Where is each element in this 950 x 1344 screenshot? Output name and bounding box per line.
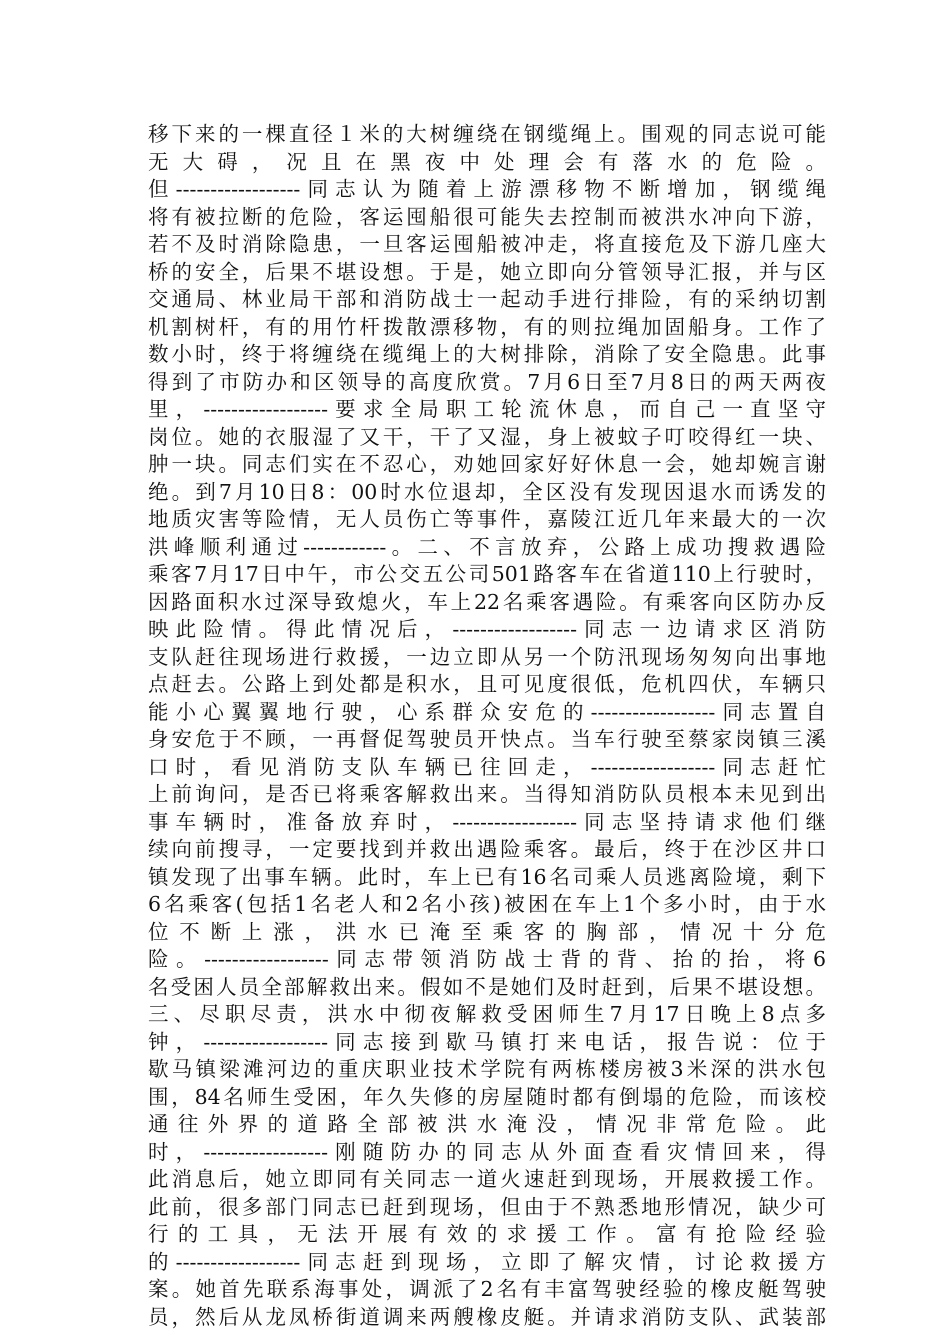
text-line: 名受困人员全部解救出来。假如不是她们及时赶到，后果不堪设想。 bbox=[148, 974, 826, 999]
text-line: 移下来的一棵直径１米的大树缠绕在钢缆绳上。围观的同志说可能 bbox=[148, 122, 826, 146]
text-line: 险。------------------同志带领消防战士背的背、抬的抬，将6 bbox=[148, 947, 826, 971]
text-line: 此前，很多部门同志已赶到现场，但由于不熟悉地形情况，缺少可 bbox=[148, 1194, 826, 1219]
text-line: 通往外界的道路全部被洪水淹没，情况非常危险。此 bbox=[148, 1112, 826, 1136]
text-line: 时，------------------刚随防办的同志从外面查看灾情回来，得 bbox=[148, 1139, 826, 1164]
text-line: 桥的安全，后果不堪设想。于是，她立即向分管领导汇报，并与区 bbox=[148, 259, 826, 284]
text-line: 歇马镇梁滩河边的重庆职业技术学院有两栋楼房被3米深的洪水包 bbox=[148, 1057, 826, 1081]
text-line: 无大碍，况且在黑夜中处理会有落水的危险。 bbox=[148, 149, 826, 174]
text-line: 里，------------------要求全局职工轮流休息，而自己一直坚守 bbox=[148, 397, 826, 421]
text-line: 但------------------同志认为随着上游漂移物不断增加，钢缆绳 bbox=[148, 177, 826, 201]
text-line: 数小时，终于将缠绕在缆绳上的大树排除，消除了安全隐患。此事 bbox=[148, 342, 826, 366]
text-line: 围，84名师生受困，年久失修的房屋随时都有倒塌的危险，而该校 bbox=[148, 1084, 826, 1109]
text-line: 将有被拉断的危险，客运囤船很可能失去控制而被洪水冲向下游， bbox=[148, 204, 826, 229]
text-line: 能小心翼翼地行驶，心系群众安危的------------------同志置自 bbox=[148, 699, 826, 724]
text-line: 若不及时消除隐患，一旦客运囤船被冲走，将直接危及下游几座大 bbox=[148, 232, 826, 256]
text-line: 映此险情。得此情况后，------------------同志一边请求区消防 bbox=[148, 617, 826, 641]
text-line: 位不断上涨，洪水已淹至乘客的胸部，情况十分危 bbox=[148, 919, 826, 944]
text-line: 机割树杆，有的用竹杆拨散漂移物，有的则拉绳加固船身。工作了 bbox=[148, 314, 826, 339]
text-line: 身安危于不顾，一再督促驾驶员开快点。当车行驶至蔡家岗镇三溪 bbox=[148, 727, 826, 751]
text-line: 交通局、林业局干部和消防战士一起动手进行排险，有的采纳切割 bbox=[148, 287, 826, 311]
text-line: 6名乘客(包括1名老人和2名小孩)被困在车上1个多小时，由于水 bbox=[148, 892, 826, 916]
text-line: 绝。到7月10日8：00时水位退却，全区没有发现因退水而诱发的 bbox=[148, 479, 826, 504]
text-line: 肿一块。同志们实在不忍心，劝她回家好好休息一会，她却婉言谢 bbox=[148, 452, 826, 476]
text-line: 镇发现了出事车辆。此时，车上已有16名司乘人员逃离险境，剩下 bbox=[148, 864, 826, 889]
text-line: 上前询问，是否已将乘客解救出来。当得知消防队员根本未见到出 bbox=[148, 782, 826, 806]
text-line: 口时，看见消防支队车辆已往回走，------------------同志赶忙 bbox=[148, 754, 826, 779]
text-line: 点赶去。公路上到处都是积水，且可见度很低，危机四伏，车辆只 bbox=[148, 672, 826, 696]
text-line: 岗位。她的衣服湿了又干，干了又湿，身上被蚊子叮咬得红一块、 bbox=[148, 424, 826, 449]
text-line: 的------------------同志赶到现场，立即了解灾情，讨论救援方 bbox=[148, 1249, 826, 1274]
text-line: 行的工具，无法开展有效的求援工作。富有抢险经验 bbox=[148, 1222, 826, 1246]
text-line: 钟，------------------同志接到歇马镇打来电话，报告说：位于 bbox=[148, 1029, 826, 1054]
text-line: 地质灾害等险情，无人员伤亡等事件，嘉陵江近几年来最大的一次 bbox=[148, 507, 826, 531]
text-line: 此消息后，她立即同有关同志一道火速赶到现场，开展救援工作。 bbox=[148, 1167, 826, 1191]
text-line: 洪峰顺利通过------------。二、不言放弃，公路上成功搜救遇险 bbox=[148, 534, 826, 559]
text-line: 支队赶往现场进行救援，一边立即从另一个防汛现场匆匆向出事地 bbox=[148, 644, 826, 669]
text-line: 案。她首先联系海事处，调派了2名有丰富驾驶经验的橡皮艇驾驶 bbox=[148, 1277, 826, 1301]
text-line: 得到了市防办和区领导的高度欣赏。7月6日至7月8日的两天两夜 bbox=[148, 369, 826, 394]
text-line: 事车辆时，准备放弃时，------------------同志坚持请求他们继 bbox=[148, 809, 826, 834]
text-line: 员，然后从龙凤桥街道调来两艘橡皮艇。并请求消防支队、武装部 bbox=[148, 1304, 826, 1329]
document-body bbox=[148, 121, 826, 1331]
text-line: 三、尽职尽责，洪水中彻夜解救受困师生7月17日晚上8点多 bbox=[148, 1002, 826, 1026]
text-line: 续向前搜寻，一定要找到并救出遇险乘客。最后，终于在沙区井口 bbox=[148, 837, 826, 861]
text-line: 乘客7月17日中午，市公交五公司501路客车在省道110上行驶时， bbox=[148, 562, 826, 586]
text-line: 因路面积水过深导致熄火，车上22名乘客遇险。有乘客向区防办反 bbox=[148, 589, 826, 614]
